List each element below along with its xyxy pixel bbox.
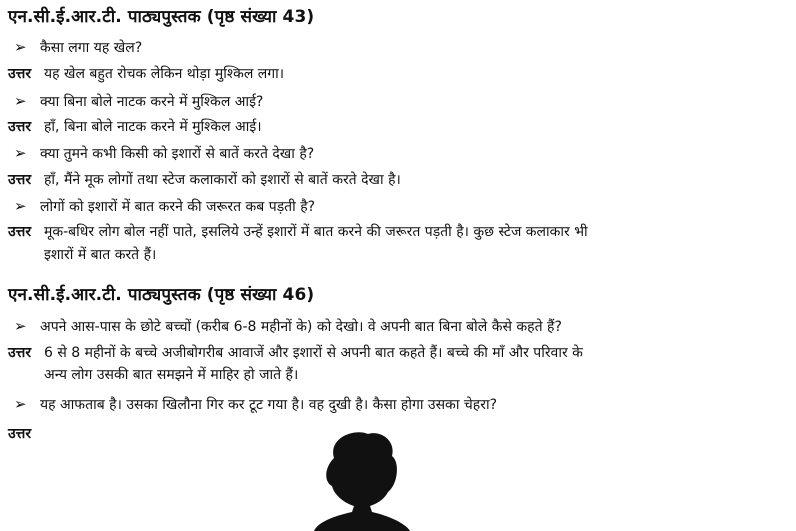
answer-6 [8, 424, 44, 444]
question-6: ➢ यह आफताब है। उसका खिलौना गिर कर टूट गया है। वह दुखी है। कैसा होगा उसका चेहरा? [8, 394, 497, 415]
section-heading-46: एन.सी.ई.आर.टी. पाठ्यपुस्तक (पृष्ठ संख्या 46) [8, 285, 315, 305]
arrow-bullet-icon: ➢ [14, 144, 27, 162]
answer-4-continued: इशारों में बात करते हैं। [44, 247, 157, 263]
arrow-bullet-icon: ➢ [14, 197, 27, 215]
child-silhouette-icon [314, 428, 410, 531]
arrow-bullet-icon: ➢ [14, 38, 27, 56]
arrow-bullet-icon: ➢ [14, 317, 27, 335]
answer-label: उत्तर [8, 224, 32, 240]
answer-label: उत्तर [8, 426, 32, 442]
answer-label: उत्तर [8, 119, 32, 135]
question-4: ➢ लोगों को इशारों में बात करने की जरूरत कब पड़ती है? [8, 196, 315, 217]
question-1: ➢ कैसा लगा यह खेल? [8, 37, 142, 58]
answer-4: उत्तर मूक-बधिर लोग बोल नहीं पाते, इसलिये उन्हें इशारों में बात करने की जरूरत पड़ती है। कुछ स्टेज कलाकार भी [8, 224, 588, 240]
answer-1: उत्तर यह खेल बहुत रोचक लेकिन थोड़ा मुश्किल लगा। [8, 66, 285, 82]
arrow-bullet-icon: ➢ [14, 395, 27, 413]
section-heading-43: एन.सी.ई.आर.टी. पाठ्यपुस्तक (पृष्ठ संख्या 43) [8, 7, 315, 27]
answer-2: उत्तर हाँ, बिना बोले नाटक करने में मुश्किल आई। [8, 119, 262, 135]
answer-label: उत्तर [8, 66, 32, 82]
arrow-bullet-icon: ➢ [14, 92, 27, 110]
answer-label: उत्तर [8, 172, 32, 188]
answer-3: उत्तर हाँ, मैंने मूक लोगों तथा स्टेज कलाकारों को इशारों से बातें करते देखा है। [8, 172, 401, 188]
question-3: ➢ क्या तुमने कभी किसी को इशारों से बातें करते देखा है? [8, 143, 314, 164]
answer-label: उत्तर [8, 345, 32, 361]
answer-5-continued: अन्य लोग उसकी बात समझने में माहिर हो जाते हैं। [44, 367, 299, 383]
answer-5: उत्तर 6 से 8 महीनों के बच्चे अजीबोगरीब आवाजें और इशारों से अपनी बात कहते हैं। बच्चे की माँ और परिवार के [8, 345, 583, 361]
question-5: ➢ अपने आस-पास के छोटे बच्चों (करीब 6-8 महीनों के) को देखो। वे अपनी बात बिना बोले कैसे कहते हैं? [8, 316, 562, 337]
question-2: ➢ क्या बिना बोले नाटक करने में मुश्किल आई? [8, 91, 263, 112]
